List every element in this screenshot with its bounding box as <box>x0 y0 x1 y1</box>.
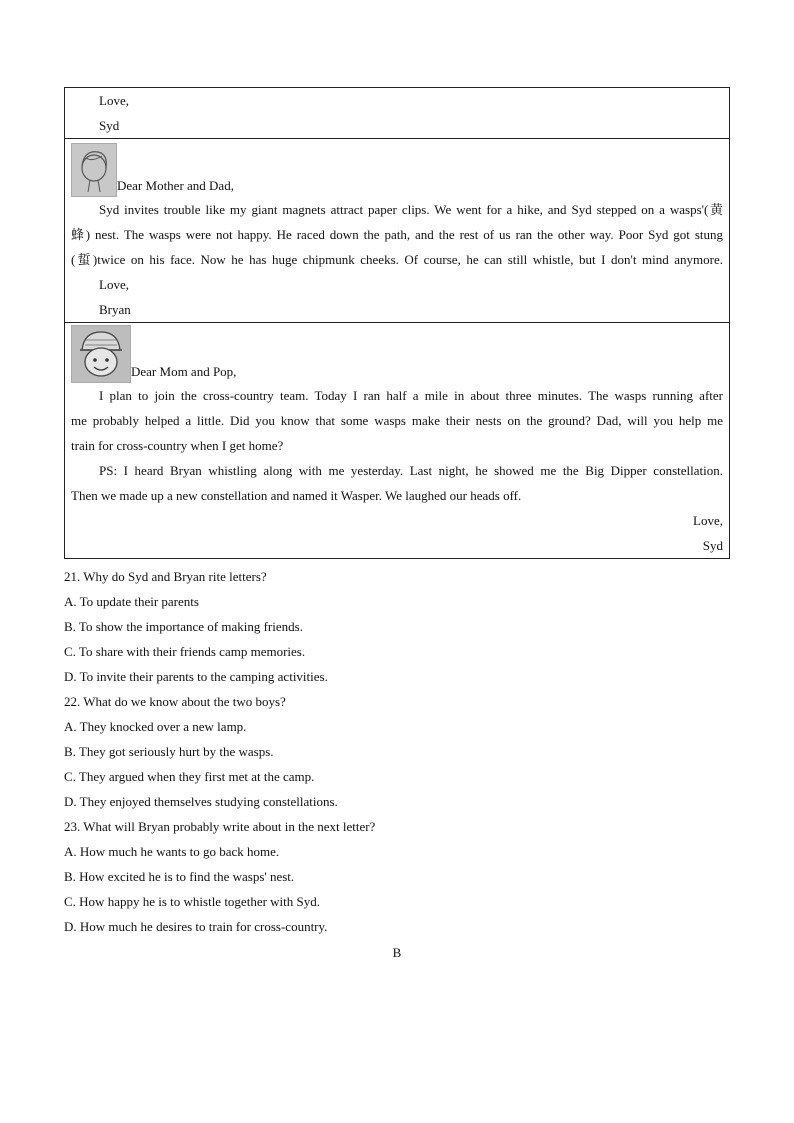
answer-option: D. How much he desires to train for cross-country. <box>64 919 328 934</box>
letter-1-signature: Syd <box>99 118 120 133</box>
letters-table <box>64 87 730 559</box>
answer-option: B. How excited he is to find the wasps' nest. <box>64 869 295 884</box>
answer-option: C. How happy he is to whistle together with Syd. <box>64 894 321 909</box>
answer-option: D. They enjoyed themselves studying constellations. <box>64 794 338 809</box>
boy-cap-avatar-icon <box>71 325 131 383</box>
letter-3-greeting: Dear Mom and Pop, <box>131 364 237 379</box>
letter-2-greeting: Dear Mother and Dad, <box>117 178 234 193</box>
letter-3-cell <box>65 323 729 558</box>
letter-3-greeting-row <box>71 323 723 383</box>
answer-option: A. To update their parents <box>64 594 199 609</box>
letter-2-signature: Bryan <box>99 302 131 317</box>
letter-1-cell <box>65 88 729 139</box>
section-label: B <box>392 945 402 960</box>
question-stem: 21. Why do Syd and Bryan rite letters? <box>64 569 267 584</box>
letter-3-signature: Syd <box>702 538 723 553</box>
letter-2-cell <box>65 139 729 323</box>
answer-option: A. How much he wants to go back home. <box>64 844 280 859</box>
answer-option: C. They argued when they first met at the camp. <box>64 769 315 784</box>
question-stem: 22. What do we know about the two boys? <box>64 694 286 709</box>
answer-option: A. They knocked over a new lamp. <box>64 719 247 734</box>
letter-3-line: me probably helped a little. Did you know that some wasps make their nests on the ground? Dad, will you help me <box>71 413 723 428</box>
letter-2-greeting-row <box>71 139 723 197</box>
letter-2-line: Syd invites trouble like my giant magnets attract paper clips. We went for a hike, and Syd stepped on a wasps'(黄 <box>99 202 723 217</box>
letter-1-closing: Love, <box>99 93 129 108</box>
answer-option: B. To show the importance of making friends. <box>64 619 303 634</box>
letter-3-line: I plan to join the cross-country team. Today I ran half a mile in about three minutes. The wasps running after <box>99 388 723 403</box>
letter-3-ps-line: PS: I heard Bryan whistling along with me yesterday. Last night, he showed me the Big Dipper constellation. <box>99 463 723 478</box>
answer-option: C. To share with their friends camp memories. <box>64 644 306 659</box>
question-stem: 23. What will Bryan probably write about in the next letter? <box>64 819 376 834</box>
letter-3-line: train for cross-country when I get home? <box>71 438 284 453</box>
letter-2-line: (蜇)twice on his face. Now he has huge chipmunk cheeks. Of course, he can still whistle, but I don't mind anymore. <box>71 252 723 267</box>
answer-option: B. They got seriously hurt by the wasps. <box>64 744 274 759</box>
letter-3-closing: Love, <box>693 513 723 528</box>
answer-option: D. To invite their parents to the camping activities. <box>64 669 328 684</box>
letter-2-line: 蜂) nest. The wasps were not happy. He raced down the path, and the rest of us ran the other way. Poor Syd got stung <box>71 227 723 242</box>
questions-block <box>64 564 744 939</box>
letter-2-closing: Love, <box>99 277 129 292</box>
girl-sketch-avatar-icon <box>71 143 117 197</box>
letter-3-ps-line: Then we made up a new constellation and named it Wasper. We laughed our heads off. <box>71 488 522 503</box>
